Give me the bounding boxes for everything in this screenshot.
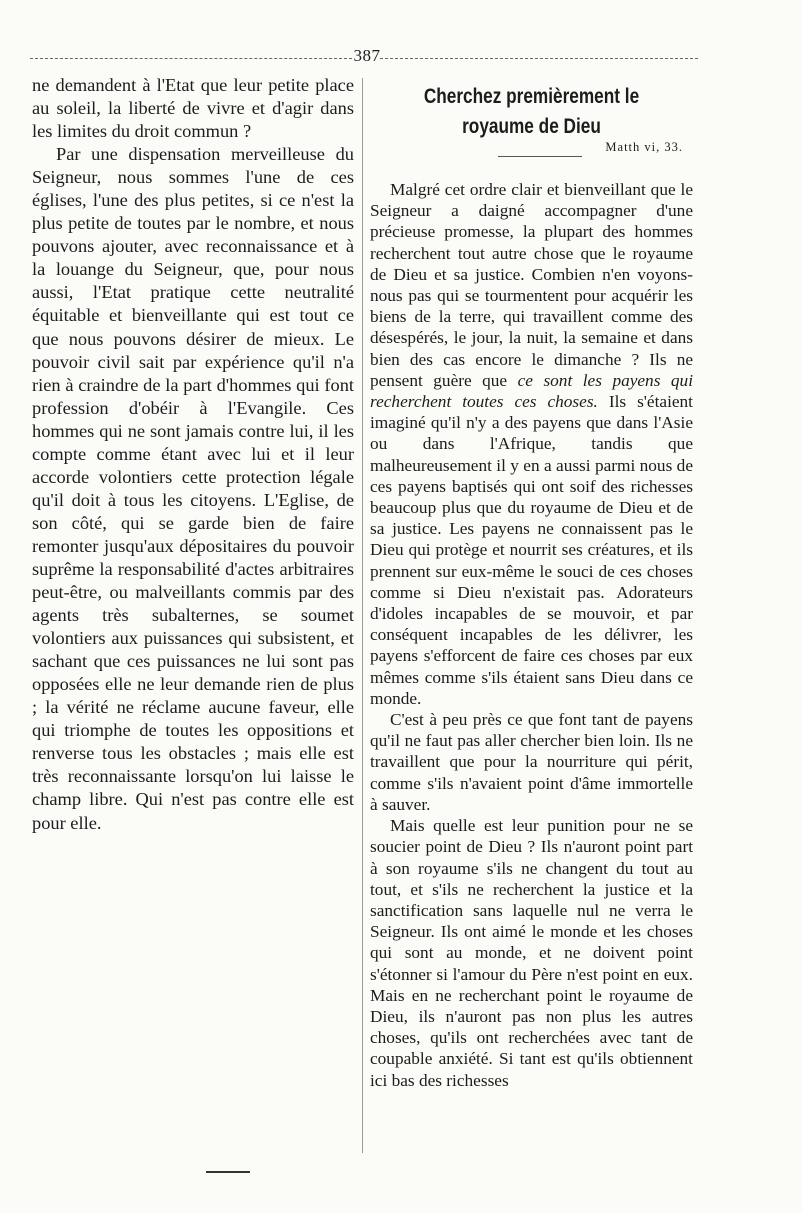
left-paragraph-1: ne demandent à l'Etat que leur petite place au soleil, la liberté de vivre et d'agir dans les limites du droit commun ? bbox=[32, 75, 354, 142]
scripture-reference: Matth vi, 33. bbox=[605, 140, 683, 154]
header-rule-left bbox=[30, 58, 352, 59]
page-number: 387 bbox=[353, 46, 381, 65]
paragraph-text: Ils s'étaient imaginé qu'il n'y a des payens que dans l'Asie ou dans l'Afrique, tandis que malheureusement il y en a aussi parmi nous de ces payens baptisés qui ont soif des richesses beaucoup plus que du royaume de Dieu et de sa justice. Les payens ne connaissent pas le Dieu qui protège et nourrit ses créatures, et ils prennent sur eux-même le souci de ces choses comme si Dieu n'existait pas. Adorateurs d'idoles incapables de se mouvoir, et par conséquent incapables de les délivrer, les payens s'efforcent de faire ces choses par eux mêmes comme s'ils étaient sans Dieu dans ce monde. bbox=[370, 392, 693, 708]
article-title: Cherchez premièrement le royaume de Dieu bbox=[423, 85, 640, 138]
right-paragraph-3: Mais quelle est leur punition pour ne se soucier point de Dieu ? Ils n'auront point part à son royaume s'ils ne changent du tout au tout, et s'ils ne recherchent la justice et la sanctification sans laquelle nul ne verra le Seigneur. Ils ont aimé le monde et les choses qui sont au monde, et ne doivent point s'étonner si l'amour du Père n'est point en eux. Mais en ne recherchant point le royaume de Dieu, ils n'auront pas non plus les autres choses, qu'ils ont recherchées avec tant de coupable anxiété. Si tant est qu'ils obtiennent ici bas des richesses bbox=[370, 816, 693, 1090]
right-paragraph-1 bbox=[370, 179, 693, 709]
paragraph-text: Malgré cet ordre clair et bienveillant que le Seigneur a daigné accompagner d'une précieuse promesse, la plupart des hommes recherchent tout autre chose que le royaume de Dieu et sa justice. Combien n'en voyons-nous pas qui se tourmentent pour acquérir les biens de la terre, qui travaillent comme des désespérés, le jour, la nuit, la semaine et dans bien des cas encore le dimanche ? Ils ne pensent guère que bbox=[370, 180, 693, 390]
left-column bbox=[32, 74, 354, 835]
title-rule bbox=[498, 156, 582, 157]
article-end-mark bbox=[206, 1171, 250, 1173]
left-paragraph-2: Par une dispensation merveilleuse du Seigneur, nous sommes l'une de ces églises, l'une des plus petites, si ce n'est la plus petite de toutes par le nombre, et nous pouvons ajouter, avec reconnaissance et à la louange du Seigneur, que, pour nous aussi, l'Etat pratique cette neutralité équitable et bienveillante qui est tout ce que nous pouvons désirer de mieux. Le pouvoir civil sait par expérience qu'il n'a rien à craindre de la part d'hommes qui font profession d'obéir à l'Evangile. Ces hommes qui ne sont jamais contre lui, il les compte comme étant avec lui et il leur accorde volontiers cette protection légale qu'il doit à tous les citoyens. L'Eglise, de son côté, qui se garde bien de faire remonter jusqu'aux dépositaires du pouvoir suprême la responsabilité d'actes arbitraires peut-être, ou malveillants commis par des agents très subalternes, se soumet volontiers aux puissances qui subsistent, et sachant que ces puissances ne lui sont pas opposées elle ne leur demande rien de plus ; la vérité ne réclame aucune faveur, elle qui triomphe de toutes les oppositions et renverse tous les obstacles ; mais elle est très reconnaissante lorsqu'on lui laisse le champ libre. Qui n'est pas contre elle est pour elle. bbox=[32, 144, 354, 833]
right-paragraph-2: C'est à peu près ce que font tant de payens qu'il ne faut pas aller chercher bien loin. Ils ne travaillent que pour la nourriture qui périt, comme s'ils n'avaient point d'âme immortelle à sauver. bbox=[370, 710, 693, 814]
header-rule-right bbox=[380, 58, 698, 59]
column-separator bbox=[362, 78, 363, 1153]
right-column bbox=[370, 82, 693, 1091]
italic-quote: ce sont les payens qui recherchent toutes ces choses. bbox=[370, 370, 694, 412]
